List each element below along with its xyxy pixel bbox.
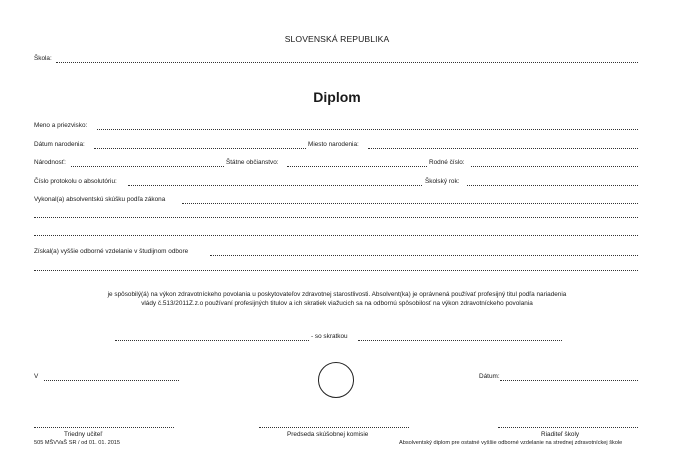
seal-circle [318, 362, 354, 398]
study-field-field-2[interactable] [34, 270, 638, 271]
exam-law-field[interactable] [182, 203, 638, 204]
birth-place-label: Miesto narodenia: [308, 141, 359, 148]
document-title: Diplom [313, 89, 361, 105]
form-code: 505 MŠVVaŠ SR / od 01. 01. 2015 [34, 440, 121, 446]
principal-signature-line[interactable] [498, 427, 638, 428]
study-field-field[interactable] [210, 255, 638, 256]
class-teacher-label: Triedny učiteľ [64, 431, 103, 438]
school-field[interactable] [56, 62, 638, 63]
place-label: V [34, 373, 39, 380]
protocol-number-field[interactable] [128, 185, 422, 186]
school-year-field[interactable] [467, 185, 638, 186]
school-year-label: Školský rok: [425, 178, 460, 185]
date-label: Dátum: [479, 373, 500, 380]
abbreviation-field[interactable] [358, 340, 562, 341]
principal-label: Riaditeľ školy [541, 431, 580, 438]
study-field-label: Získal(a) vyššie odborné vzdelanie v študijnom odbore [34, 248, 189, 255]
nationality-label: Národnosť: [34, 159, 66, 166]
name-field[interactable] [97, 129, 638, 130]
committee-chair-label: Predseda skúšobnej komisie [287, 431, 369, 438]
birth-number-label: Rodné číslo: [429, 159, 465, 166]
exam-law-label: Vykonal(a) absolventskú skúšku podľa zákona [34, 196, 166, 203]
competence-statement-line2: vlády č.513/2011Z.z.o používaní profesijných titulov a ich skratiek viažucich sa na odbornú spôsobilosť na výkon zdravotníckeho povolania [141, 300, 533, 307]
name-label: Meno a priezvisko: [34, 122, 88, 129]
exam-law-field-2[interactable] [34, 217, 638, 218]
class-teacher-signature-line[interactable] [34, 427, 174, 428]
birth-place-field[interactable] [368, 148, 638, 149]
place-field[interactable] [44, 380, 179, 381]
title-field[interactable] [115, 340, 309, 341]
country-header: SLOVENSKÁ REPUBLIKA [284, 34, 390, 44]
birth-number-field[interactable] [471, 166, 638, 167]
date-field[interactable] [500, 380, 638, 381]
school-label: Škola: [34, 55, 52, 62]
citizenship-field[interactable] [287, 166, 427, 167]
protocol-number-label: Číslo protokolu o absolutóriu: [34, 178, 117, 185]
citizenship-label: Štátne občianstvo: [226, 159, 279, 166]
form-description: Absolventský diplom pre ostatné vyššie odborné vzdelanie na strednej zdravotníckej škole [399, 440, 623, 446]
birth-date-label: Dátum narodenia: [34, 141, 85, 148]
committee-chair-signature-line[interactable] [259, 427, 409, 428]
nationality-field[interactable] [71, 166, 224, 167]
exam-law-field-3[interactable] [34, 235, 638, 236]
abbreviation-label: - so skratkou [311, 333, 348, 340]
competence-statement-line1: je spôsobilý(á) na výkon zdravotníckeho povolania u poskytovateľov zdravotnej starostlivosti. Absolvent(ka) je oprávnená používať profesijný titul podľa nariadenia [107, 291, 567, 298]
birth-date-field[interactable] [94, 148, 306, 149]
